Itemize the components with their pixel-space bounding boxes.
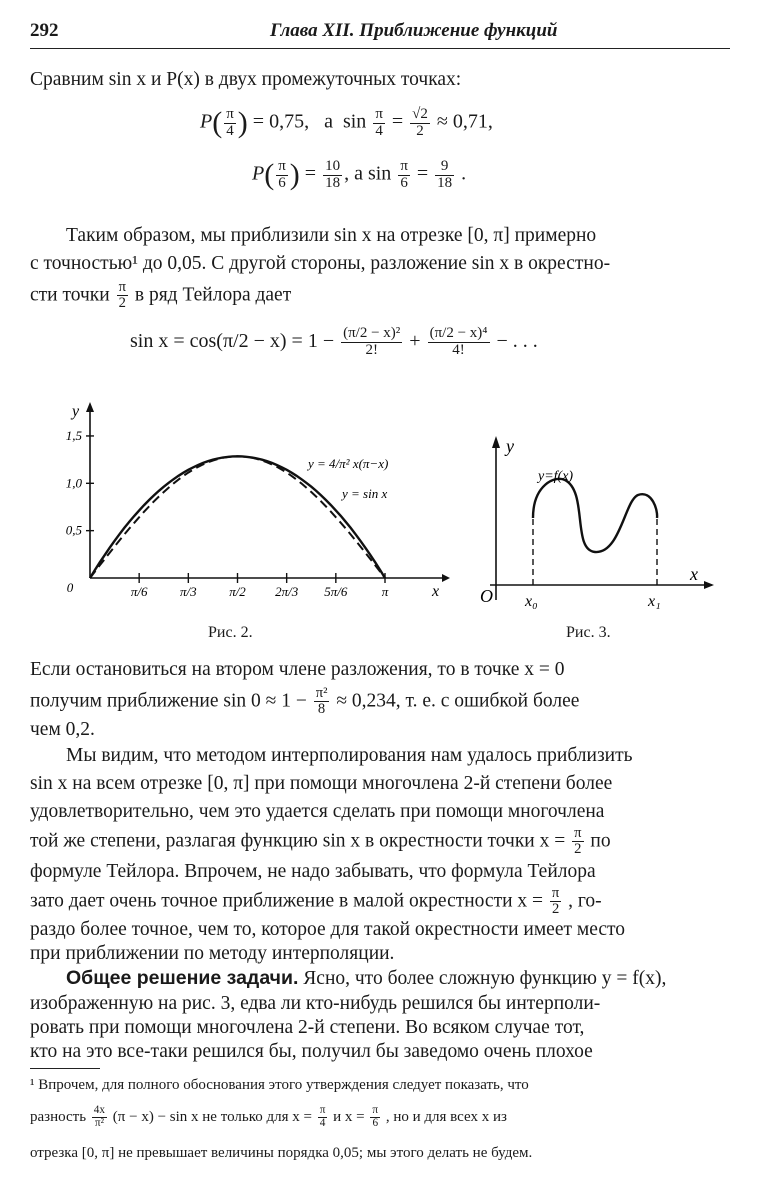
para2-line2: получим приближение sin 0 ≈ 1 − $\frac{\text{π²}}{8}$ ≈ 0,234, т. е. с ошибкой более: [30, 685, 580, 718]
fig2-parabola-curve: [90, 456, 388, 578]
para3-line3: удовлетворительно, чем это удается сделать при помощи многочлена: [30, 801, 605, 822]
equation-2: P( $\frac{\pi}{6}$ ) = $\frac{10}{18}$ , а sin $\frac{\pi}{6}$ = $\frac{9}{18}$ .: [252, 157, 467, 191]
para4-line1: Общее решение задачи. Ясно, что более сложную функцию y = f(x),: [66, 967, 667, 989]
para1-line1: Таким образом, мы приблизили sin x на отрезке [0, π] примерно: [66, 225, 597, 246]
eq2-val-frac: $\frac{10}{18}$: [325, 157, 341, 191]
para2-line1: Если остановиться на втором члене разложения, то в точке x = 0: [30, 659, 565, 680]
eq2-sin: sin: [367, 162, 392, 185]
fig2-parabola-label: y = 4/π² x(π−x): [308, 456, 389, 471]
fig2-caption: Рис. 2.: [208, 624, 253, 641]
para4-line4: кто на это все-таки решился бы, получил бы заведомо очень плохое: [30, 1041, 593, 1062]
eq1-approx: ≈ 0,71,: [436, 110, 493, 133]
page-header: [30, 16, 730, 46]
section-heading-general-solution: Общее решение задачи.: [66, 967, 299, 989]
chapter-title: Глава XII. Приближение функций: [270, 20, 558, 41]
fig3-y-label: y: [506, 436, 514, 456]
fig3-caption: Рис. 3.: [566, 624, 611, 641]
fig3-x-arrow: [704, 581, 714, 589]
equation-3: sin x = cos(π/2 − x) = 1 − $\frac{\text{(π/2 − x)²}}{2!}$ + $\frac{\text{(π/2 − x)⁴}}{4!}$ − . . .: [130, 325, 538, 358]
fig2-ytick-label: 1,5: [65, 427, 82, 443]
footnote-line3: отрезка [0, π] не превышает величины порядка 0,05; мы этого делать не будем.: [30, 1145, 533, 1161]
fig3-x1-tick: x₁: [648, 593, 661, 610]
eq2-and: , а: [344, 162, 363, 185]
fig2-y-arrow: [86, 402, 94, 412]
para2-line3: чем 0,2.: [30, 719, 95, 740]
eq2-sin-frac: $\frac{\pi}{6}$: [400, 157, 408, 191]
page-number: 292: [30, 20, 59, 41]
fig2-xtick-label: π/6: [130, 584, 148, 599]
footnote-line2: разность $\frac{4x}{\text{π²}}$ (π − x) − sin x не только для x = $\frac{\pi}{4}$ и x = $\frac{\pi}{6}$ , но и для всех x из: [30, 1104, 507, 1130]
paragraph-1: [30, 222, 726, 250]
para4-line3: ровать при помощи многочлена 2-й степени. Во всяком случае тот,: [30, 1017, 585, 1038]
figure-2: [50, 398, 450, 628]
equation-1: P( $\frac{\pi}{4}$ ) = 0,75, а sin $\frac{\pi}{4}$ = $\frac{√2}{2}$ ≈ 0,71,: [200, 105, 493, 139]
fig2-xtick-label: 5π/6: [324, 584, 348, 599]
fig2-xtick-label: π/3: [180, 584, 197, 599]
fig3-y-arrow: [492, 436, 500, 448]
para3-line6: зато дает очень точное приближение в малой окрестности x = $\frac{\pi}{2}$ , го-: [30, 885, 602, 918]
para3-line8: при приближении по методу интерполяции.: [30, 943, 395, 964]
eq3-term2: $\frac{\text{(π/2 − x)⁴}}{4!}$: [429, 325, 488, 358]
fig2-xtick-label: π/2: [229, 584, 246, 599]
eq1-and: а: [324, 110, 333, 133]
footnote-line1: ¹ Впрочем, для полного обоснования этого утверждения следует показать, что: [30, 1077, 529, 1093]
intro-line: Сравним sin x и P(x) в двух промежуточных точках:: [30, 69, 462, 90]
fig3-x0-tick: x₀: [525, 593, 538, 610]
fig2-xtick-label: 0: [66, 580, 74, 595]
eq1-sin-frac: $\frac{\pi}{4}$: [375, 105, 383, 139]
fig3-f-curve: [533, 479, 657, 552]
footnote-rule: [30, 1068, 100, 1069]
para3-line1: Мы видим, что методом интерполирования нам удалось приблизить: [66, 745, 633, 766]
para3-line2: sin x на всем отрезке [0, π] при помощи многочлена 2-й степени более: [30, 773, 613, 794]
para1-line2: с точностью¹ до 0,05. С другой стороны, разложение sin x в окрестно-: [30, 253, 611, 274]
fig3-curve-label: y=f(x): [538, 469, 574, 484]
header-rule: [30, 48, 730, 49]
para1-line3: сти точки $\frac{\pi}{2}$ в ряд Тейлора дает: [30, 279, 292, 312]
fig2-ytick-label: 0,5: [65, 522, 82, 538]
eq2-p: P: [252, 162, 265, 185]
para3-line5: формуле Тейлора. Впрочем, не надо забывать, что формула Тейлора: [30, 861, 596, 882]
fig2-ytick-label: 1,0: [65, 475, 82, 491]
para4-line2: изображенную на рис. 3, едва ли кто-нибудь решился бы интерполи-: [30, 993, 601, 1014]
para3-line7: раздо более точное, чем то, которое для такой окрестности имеет место: [30, 919, 626, 940]
eq2-equals: =: [304, 162, 317, 185]
eq2-frac: $\frac{\pi}{6}$: [278, 157, 286, 191]
fig2-sine-label: y = sin x: [342, 486, 388, 501]
eq2-end: .: [461, 162, 467, 185]
fig3-x-label: x: [690, 564, 698, 584]
figure-3: [470, 430, 720, 625]
eq3-term1: $\frac{\text{(π/2 − x)²}}{2!}$: [343, 325, 401, 358]
fig2-xtick-label: 2π/3: [275, 584, 299, 599]
fig2-y-label: y: [72, 403, 80, 420]
eq1-p: P: [200, 110, 213, 133]
eq1-value: = 0,75,: [252, 110, 310, 133]
eq1-root-frac: $\frac{√2}{2}$: [412, 105, 428, 139]
fig2-x-arrow: [442, 574, 450, 582]
eq1-frac: $\frac{\pi}{4}$: [226, 105, 234, 139]
fig2-x-label: x: [432, 583, 440, 600]
eq2-result-frac: $\frac{9}{18}$: [437, 157, 453, 191]
eq1-sin: sin: [342, 110, 367, 133]
fig3-origin: O: [480, 586, 493, 606]
para3-line4: той же степени, разлагая функцию sin x в окрестности точки x = $\frac{\pi}{2}$ по: [30, 825, 611, 858]
fig2-xtick-label: π: [381, 584, 389, 599]
